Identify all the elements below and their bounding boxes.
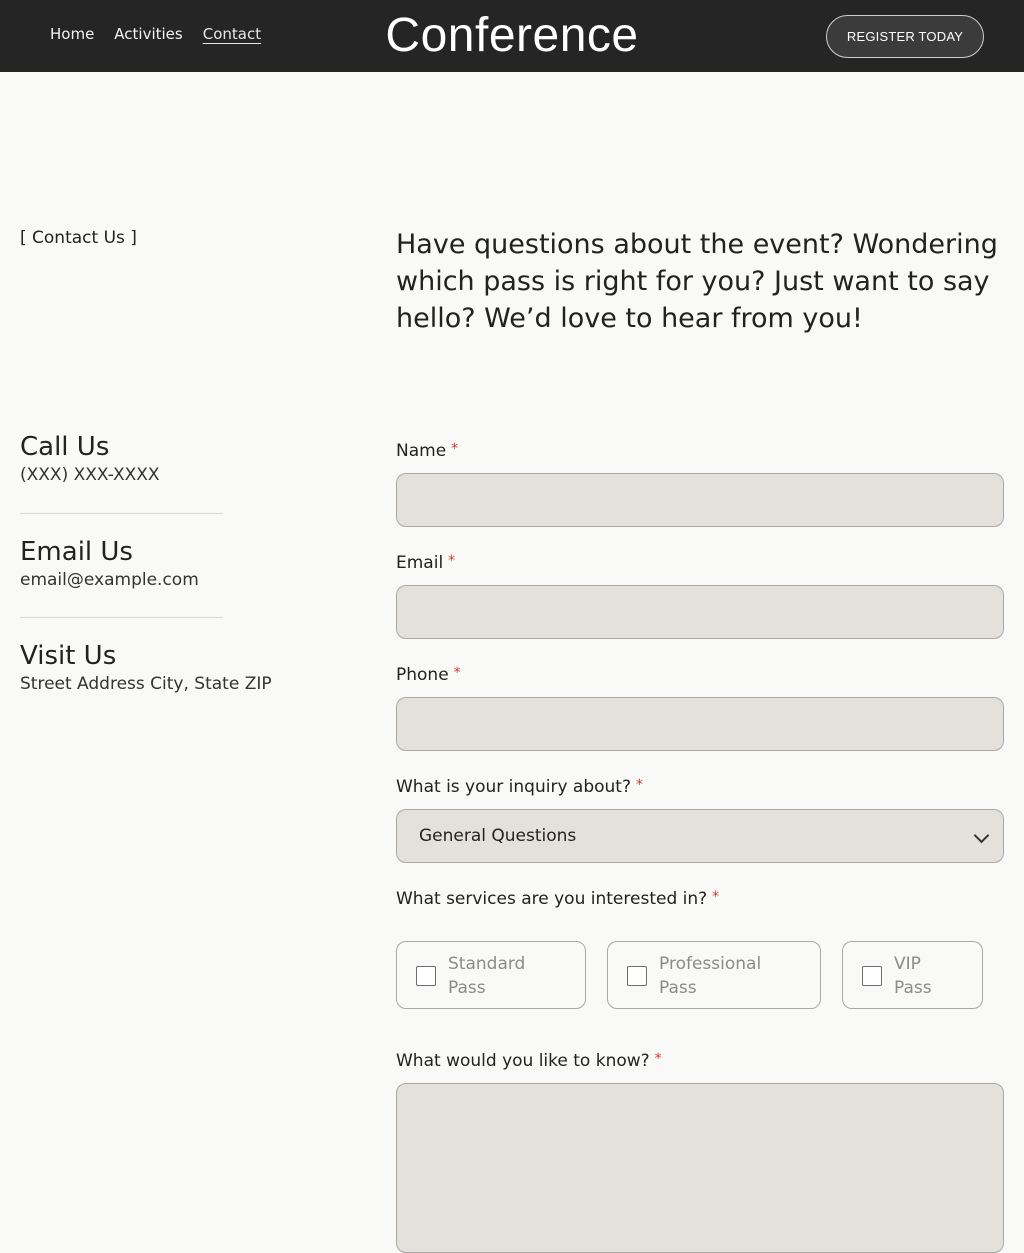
nav-contact[interactable]: Contact xyxy=(202,25,262,43)
section-label: [ Contact Us ] xyxy=(20,228,137,248)
visit-us-title: Visit Us xyxy=(20,641,117,671)
required-marker: * xyxy=(448,553,456,569)
divider xyxy=(20,513,223,514)
service-option-label: VIP Pass xyxy=(894,954,932,998)
checkbox[interactable] xyxy=(862,966,882,986)
checkbox[interactable] xyxy=(416,966,436,986)
email-label: Email * xyxy=(396,553,456,573)
inquiry-selected-value: General Questions xyxy=(419,826,577,846)
name-input[interactable] xyxy=(396,473,1004,527)
inquiry-select[interactable] xyxy=(396,809,1004,863)
email-us-block xyxy=(20,536,223,590)
phone-input[interactable] xyxy=(396,697,1004,751)
service-option-professional[interactable] xyxy=(607,941,821,1009)
services-label: What services are you interested in? * xyxy=(396,889,720,909)
phone-label: Phone * xyxy=(396,665,461,685)
visit-us-block xyxy=(20,640,272,694)
required-marker: * xyxy=(712,889,720,905)
email-address: email@example.com xyxy=(20,570,199,590)
service-option-vip[interactable] xyxy=(842,941,983,1009)
name-label: Name * xyxy=(396,441,459,461)
nav-activities[interactable]: Activities xyxy=(114,25,183,43)
register-button[interactable]: REGISTER TODAY xyxy=(826,15,984,58)
service-option-label: Professional Pass xyxy=(659,954,762,998)
service-option-label: Standard Pass xyxy=(448,954,526,998)
email-input[interactable] xyxy=(396,585,1004,639)
call-us-block xyxy=(20,431,223,485)
email-us-title: Email Us xyxy=(20,537,133,567)
inquiry-label: What is your inquiry about? * xyxy=(396,777,643,797)
call-us-title: Call Us xyxy=(20,432,110,462)
required-marker: * xyxy=(654,1051,662,1067)
message-label: What would you like to know? * xyxy=(396,1051,662,1071)
required-marker: * xyxy=(453,665,461,681)
phone-number: (XXX) XXX-XXXX xyxy=(20,465,160,485)
nav-home[interactable]: Home xyxy=(50,25,95,43)
message-textarea[interactable] xyxy=(396,1083,1004,1253)
service-option-standard[interactable] xyxy=(396,941,586,1009)
site-title[interactable]: Conference xyxy=(385,9,639,62)
site-header xyxy=(0,0,1024,72)
required-marker: * xyxy=(636,777,643,793)
divider xyxy=(20,617,223,618)
intro-heading: Have questions about the event? Wondering which pass is right for you? Just want to say hello? We’d love to hear from you! xyxy=(396,229,998,334)
street-address: Street Address City, State ZIP xyxy=(20,674,272,694)
required-marker: * xyxy=(451,441,459,457)
checkbox[interactable] xyxy=(627,966,647,986)
chevron-down-icon xyxy=(974,828,990,844)
